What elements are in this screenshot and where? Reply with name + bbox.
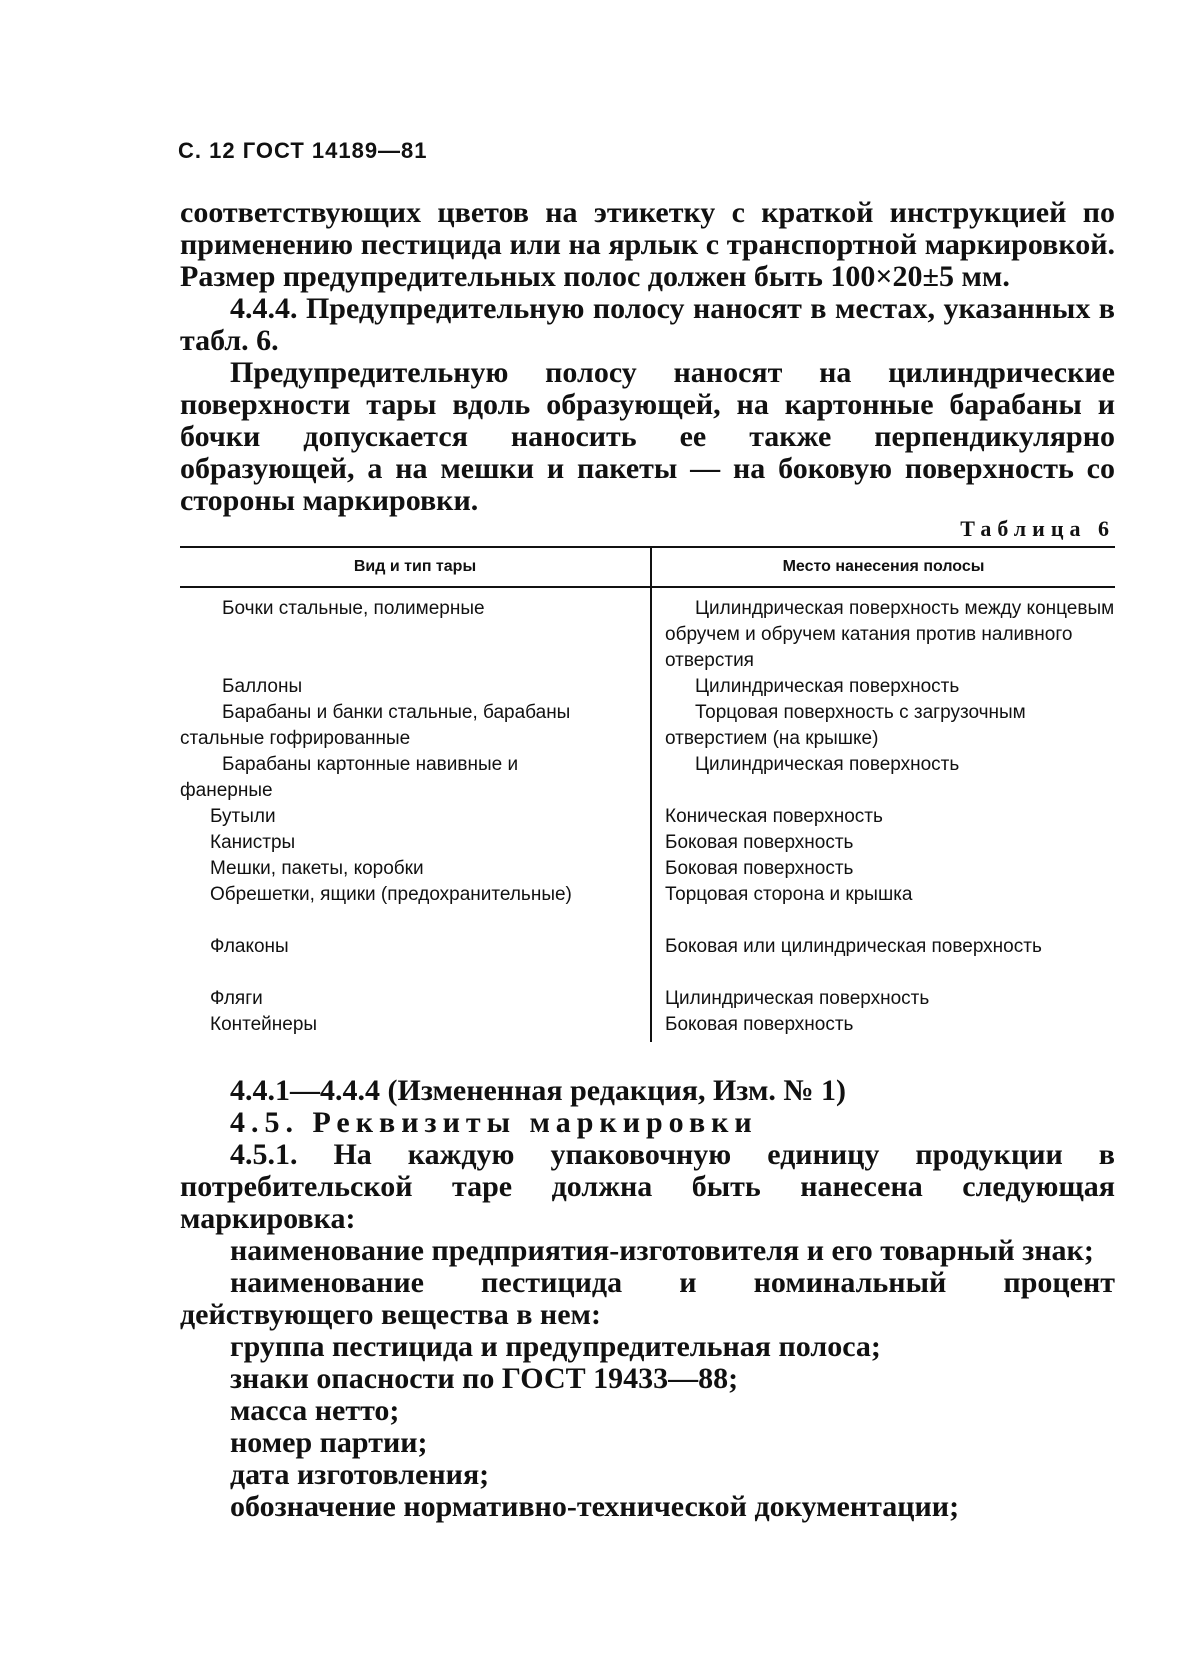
table-cell: Флаконы xyxy=(210,936,289,957)
list-item: обозначение нормативно-технической документации; xyxy=(230,1490,960,1523)
table-cell: Баллоны xyxy=(222,676,303,697)
table-cell: Цилиндрическая поверхность xyxy=(695,754,960,775)
table-cell: Обрешетки, ящики (предохранительные) xyxy=(210,884,572,905)
table-cell: Фляги xyxy=(210,988,263,1009)
table-cell: Боковая или цилиндрическая поверхность xyxy=(665,936,1042,957)
table-cell: Бочки стальные, полимерные xyxy=(222,598,485,619)
intro-text xyxy=(180,197,1115,517)
table-cell: Контейнеры xyxy=(210,1014,318,1035)
table-column-type xyxy=(180,588,652,1042)
page-header: С. 12 ГОСТ 14189—81 xyxy=(178,138,428,163)
table-body xyxy=(180,588,1115,1042)
list-item: масса нетто; xyxy=(230,1394,400,1427)
table-cell: Цилиндрическая поверхность xyxy=(665,988,930,1009)
table-header-row xyxy=(180,546,1115,588)
paragraph: соответствующих цветов на этикетку с краткой инструкцией по применению пестицида или на ярлык с транспортной маркировкой. Размер предупредительных полос должен быть 100×20±5 мм. xyxy=(180,196,1115,293)
table-cell: Боковая поверхность xyxy=(665,832,854,853)
table-cell: Барабаны картонные навивные и фанерные xyxy=(180,754,519,801)
table-cell: Цилиндрическая поверхность xyxy=(695,676,960,697)
list-item: группа пестицида и предупредительная полоса; xyxy=(230,1330,881,1363)
list-item: дата изготовления; xyxy=(230,1458,490,1491)
paragraph: Предупредительную полосу наносят на цилиндрические поверхности тары вдоль образующей, на картонные барабаны и бочки допускается наносить ее также перпендикулярно образующей, а на мешки и пакеты — на боковую поверхность со стороны маркировки. xyxy=(180,356,1115,517)
list-item: наименование предприятия-изготовителя и его товарный знак; xyxy=(230,1234,1094,1267)
table-cell: Торцовая поверхность с загрузочным отверстием (на крышке) xyxy=(665,702,1026,749)
amendment-note: 4.4.1—4.4.4 (Измененная редакция, Изм. № 1) xyxy=(230,1074,847,1107)
table-cell: Цилиндрическая поверхность между концевым обручем и обручем катания против наливного отверстия xyxy=(665,598,1115,671)
list-item: номер партии; xyxy=(230,1426,428,1459)
table-header-cell: Место нанесения полосы xyxy=(782,558,985,575)
marking-section xyxy=(180,1075,1115,1523)
table-cell: Бутыли xyxy=(210,806,276,827)
paragraph: 4.5.1. На каждую упаковочную единицу продукции в потребительской таре должна быть нанесена следующая маркировка: xyxy=(180,1138,1115,1235)
list-item: наименование пестицида и номинальный процент действующего вещества в нем: xyxy=(180,1266,1115,1331)
list-item: знаки опасности по ГОСТ 19433—88; xyxy=(230,1362,739,1395)
table-cell: Коническая поверхность xyxy=(665,806,883,827)
table-header-cell: Вид и тип тары xyxy=(180,548,652,586)
table-6 xyxy=(180,546,1115,1042)
table-caption: Таблица 6 xyxy=(960,516,1115,541)
table-cell: Боковая поверхность xyxy=(665,858,854,879)
paragraph: 4.4.4. Предупредительную полосу наносят в местах, указанных в табл. 6. xyxy=(180,292,1115,357)
table-column-place xyxy=(652,588,1115,1042)
table-cell: Торцовая сторона и крышка xyxy=(665,884,913,905)
table-cell: Боковая поверхность xyxy=(665,1014,854,1035)
table-cell: Барабаны и банки стальные, барабаны стальные гофрированные xyxy=(180,702,571,749)
section-title: 4.5. Реквизиты маркировки xyxy=(230,1106,758,1139)
table-cell: Канистры xyxy=(210,832,296,853)
table-cell: Мешки, пакеты, коробки xyxy=(210,858,424,879)
